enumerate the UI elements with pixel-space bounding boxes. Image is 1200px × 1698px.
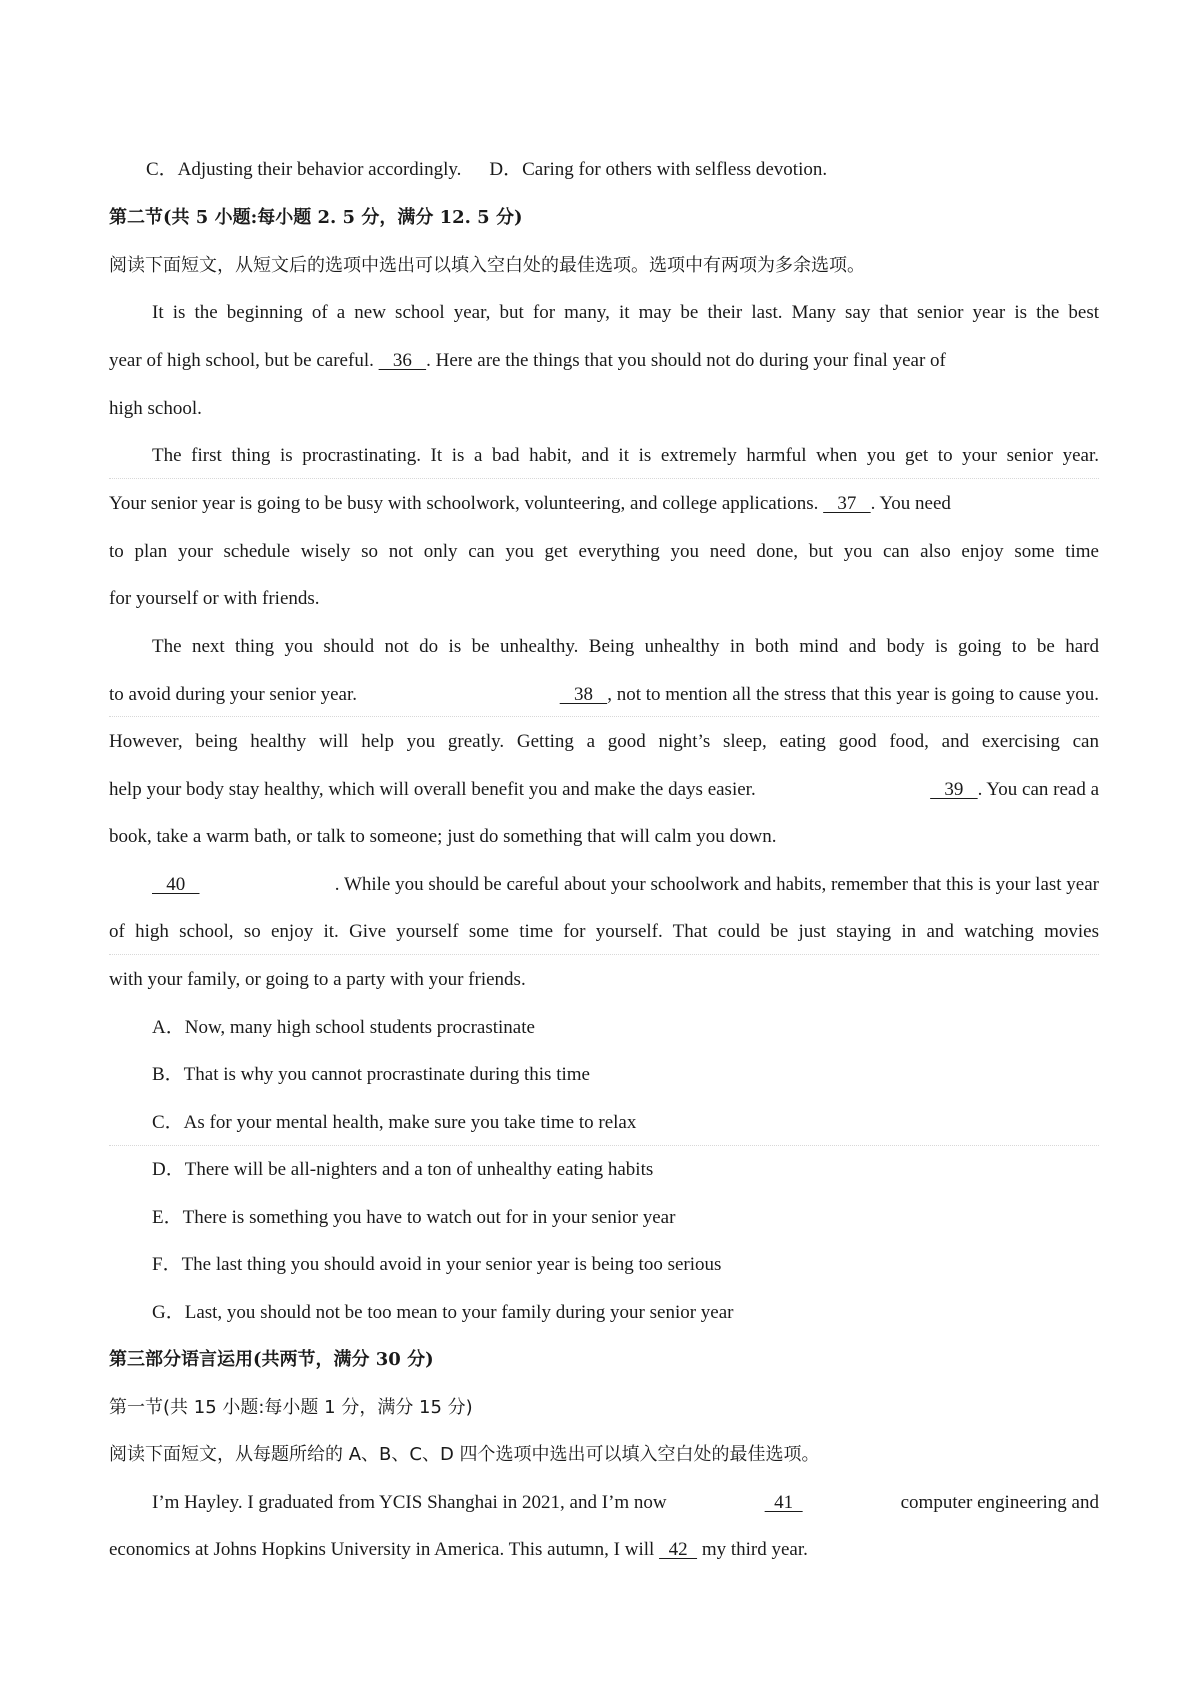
blank-37[interactable]: 37 (823, 493, 871, 514)
section2-heading: 第二节(共 5 小题:每小题 2. 5 分，满分 12. 5 分) (109, 207, 523, 228)
p3-line4 (109, 778, 1099, 802)
p2-line2 (109, 492, 951, 516)
p3-line4-text-a: help your body stay healthy, which will overall benefit you and make the days easier. (109, 779, 756, 800)
option-c: C．As for your mental health, make sure you take time to relax (152, 1112, 637, 1133)
p4-line1-text: . While you should be careful about your schoolwork and habits, remember that this is your last year (334, 874, 1099, 895)
part3-p1-line2 (109, 1538, 808, 1562)
blank-36[interactable]: 36 (378, 350, 427, 371)
dotted-rule (109, 954, 1099, 955)
part3-heading: 第三部分语言运用(共两节，满分 30 分) (109, 1349, 434, 1370)
prev-option-d: D．Caring for others with selfless devotion. (489, 159, 828, 180)
dotted-rule (109, 1145, 1099, 1146)
p3-line2-text-b: , not to mention all the stress that this year is going to cause you. (607, 684, 1099, 705)
prev-option-c: C．Adjusting their behavior accordingly. (146, 159, 462, 180)
part3-p1-line1-text-a: I’m Hayley. I graduated from YCIS Shanghai in 2021, and I’m now (152, 1492, 667, 1513)
option-a: A．Now, many high school students procrastinate (152, 1017, 535, 1038)
blank-40[interactable]: 40 (152, 874, 200, 895)
part3-p1-line1 (152, 1491, 1099, 1515)
p4-line1 (152, 873, 1099, 897)
p2-line4: for yourself or with friends. (109, 588, 320, 609)
p2-line2-text-a: Your senior year is going to be busy with schoolwork, volunteering, and college applications. (109, 493, 819, 514)
p3-line2 (109, 683, 1099, 707)
blank-38[interactable]: 38 (559, 684, 608, 705)
p3-line2-text-a: to avoid during your senior year. (109, 684, 358, 705)
section2-instruction: 阅读下面短文，从短文后的选项中选出可以填入空白处的最佳选项。选项中有两项为多余选项。 (109, 255, 865, 276)
option-b: B．That is why you cannot procrastinate during this time (152, 1064, 590, 1085)
option-d: D．There will be all-nighters and a ton of unhealthy eating habits (152, 1159, 654, 1180)
p2-line1: The first thing is procrastinating. It is a bad habit, and it is extremely harmful when you get to your senior year. (152, 445, 1099, 466)
option-f: F．The last thing you should avoid in your senior year is being too serious (152, 1254, 722, 1275)
part3-p1-line2-text-b: my third year. (701, 1539, 808, 1560)
p4-line2: of high school, so enjoy it. Give yourself some time for yourself. That could be just staying in and watching movies (109, 921, 1099, 942)
p1-line3: high school. (109, 398, 202, 419)
option-g: G．Last, you should not be too mean to your family during your senior year (152, 1302, 734, 1323)
dotted-rule (109, 478, 1099, 479)
part3-subheading: 第一节(共 15 小题:每小题 1 分，满分 15 分) (109, 1397, 473, 1418)
option-e: E．There is something you have to watch out for in your senior year (152, 1207, 676, 1228)
p1-line2-text-a: year of high school, but be careful. (109, 350, 374, 371)
prev-option-c-d-row (146, 158, 827, 182)
blank-42[interactable]: 42 (659, 1539, 698, 1560)
blank-39[interactable]: 39 (930, 779, 978, 800)
p2-line3: to plan your schedule wisely so not only can you get everything you need done, but you can also enjoy some time (109, 541, 1099, 562)
p1-line2 (109, 349, 946, 373)
p2-line2-text-b: . You need (870, 493, 951, 514)
p3-line5: book, take a warm bath, or talk to someone; just do something that will calm you down. (109, 826, 777, 847)
part3-p1-line2-text-a: economics at Johns Hopkins University in America. This autumn, I will (109, 1539, 655, 1560)
p3-line3: However, being healthy will help you greatly. Getting a good night’s sleep, eating good food, and exercising can (109, 731, 1099, 752)
part3-instruction: 阅读下面短文，从每题所给的 A、B、C、D 四个选项中选出可以填入空白处的最佳选项。 (109, 1444, 820, 1465)
part3-p1-line1-text-b: computer engineering and (900, 1492, 1099, 1513)
p1-line2-text-b: . Here are the things that you should not do during your final year of (426, 350, 946, 371)
p4-line3: with your family, or going to a party with your friends. (109, 969, 526, 990)
dotted-rule (109, 716, 1099, 717)
blank-41[interactable]: 41 (764, 1492, 803, 1513)
p1-line1: It is the beginning of a new school year, but for many, it may be their last. Many say that senior year is the best (152, 302, 1099, 323)
p3-line1: The next thing you should not do is be unhealthy. Being unhealthy in both mind and body is going to be hard (152, 636, 1099, 657)
p3-line4-text-b: . You can read a (977, 779, 1099, 800)
